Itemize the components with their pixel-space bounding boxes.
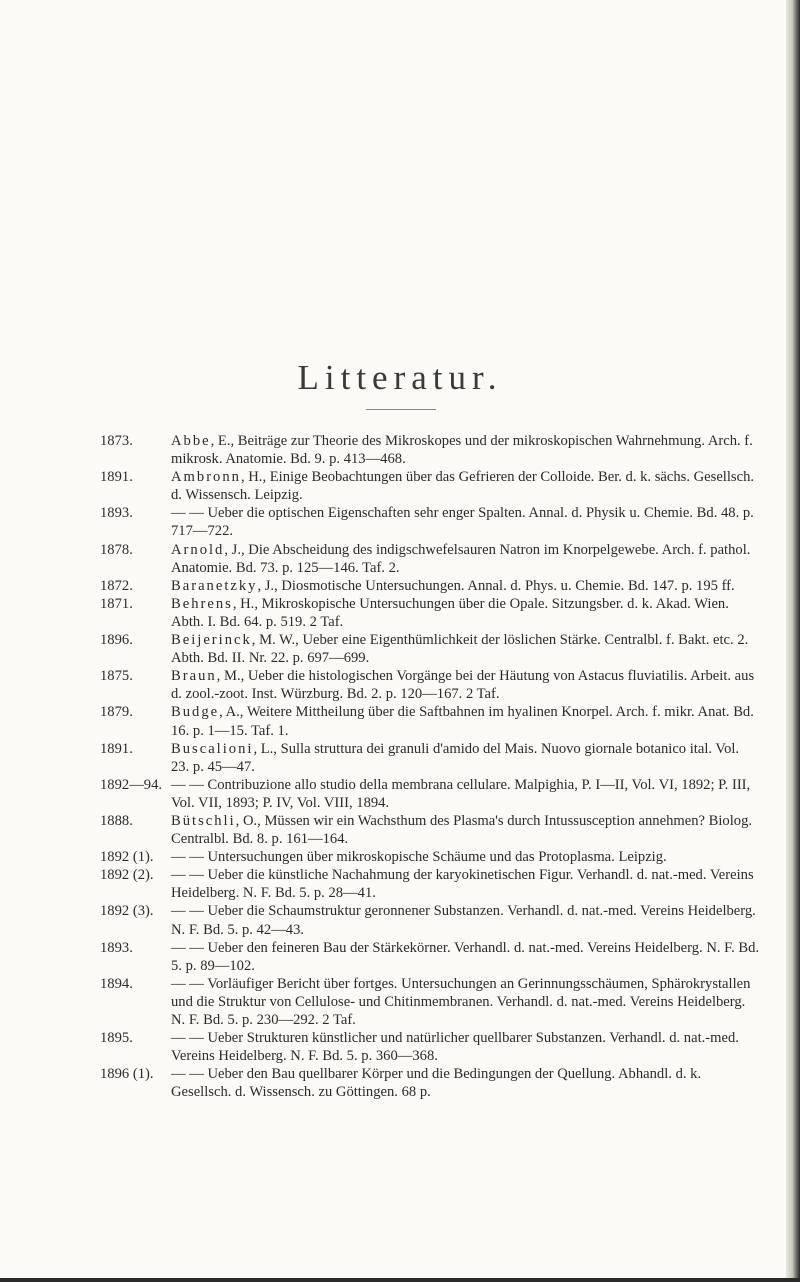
reference-year: 1878. (100, 541, 133, 558)
reference-year: 1892—94. (100, 776, 163, 793)
reference-entry (100, 504, 760, 540)
reference-entry (100, 939, 760, 975)
reference-text: , O., Müssen wir ein Wachsthum des Plasma's durch Intussusception annehmen? Biolog. Centralbl. Bd. 8. p. 161—164. (171, 812, 753, 848)
reference-text: — — Ueber Strukturen künstlicher und natürlicher quellbarer Substanzen. Verhandl. d. nat.-med. Vereins Heidelberg. N. F. Bd. 5. p. 360—368. (171, 1030, 739, 1065)
reference-entry (100, 1065, 760, 1101)
reference-entry (100, 667, 760, 703)
reference-year: 1891. (100, 469, 133, 486)
reference-author: Behrens (171, 595, 233, 612)
reference-author: Braun (171, 668, 217, 685)
reference-text: , A., Weitere Mittheilung über die Saftbahnen im hyalinen Knorpel. Arch. f. mikr. Anat. Bd. 16. p. 1—15. Taf. 1. (171, 704, 754, 739)
reference-author: Baranetzky (171, 577, 258, 594)
reference-entry (100, 577, 760, 595)
reference-year: 1894. (100, 975, 133, 992)
reference-text: , E., Beiträge zur Theorie des Mikroskopes und der mikroskopischen Wahrnehmung. Arch. f. mikrosk. Anatomie. Bd. 9. p. 413—468. (171, 433, 753, 468)
reference-text: , H., Mikroskopische Untersuchungen über die Opale. Sitzungsber. d. k. Akad. Wien. Abth. I. Bd. 64. p. 519. 2 Taf. (171, 595, 729, 630)
reference-year: 1893. (100, 939, 133, 956)
reference-entry (100, 703, 760, 739)
reference-year: 1872. (100, 577, 133, 594)
reference-author: Bütschli (171, 812, 236, 829)
reference-author: Beijerinck (171, 632, 252, 649)
reference-author: Buscalioni (171, 740, 254, 757)
reference-year: 1892 (2). (100, 867, 154, 884)
reference-year: 1891. (100, 740, 133, 757)
reference-text: — — Ueber die Schaumstruktur geronnener Substanzen. Verhandl. d. nat.-med. Vereins Heidelberg. N. F. Bd. 5. p. 42—43. (171, 903, 756, 938)
reference-text: , J., Die Abscheidung des indigschwefelsauren Natron im Knorpelgewebe. Arch. f. pathol. Anatomie. Bd. 73. p. 125—146. Taf. 2. (171, 541, 751, 576)
reference-author: Abbe (171, 433, 211, 449)
reference-entry (100, 866, 760, 902)
reference-year: 1873. (100, 433, 133, 449)
reference-list (100, 432, 760, 1101)
bottom-edge-shadow (0, 1278, 800, 1282)
reference-text: — — Ueber den Bau quellbarer Körper und die Bedingungen der Quellung. Abhandl. d. k. Gesellsch. d. Wissensch. zu Göttingen. 68 p. (171, 1066, 702, 1101)
reference-year: 1892 (1). (100, 849, 154, 866)
reference-year: 1888. (100, 812, 133, 829)
reference-year: 1893. (100, 505, 133, 522)
reference-author: Budge (171, 704, 220, 721)
reference-year: 1896 (1). (100, 1066, 154, 1083)
reference-year: 1871. (100, 595, 133, 612)
reference-text: — — Untersuchungen über mikroskopische Schäume und das Protoplasma. Leipzig. (171, 849, 667, 866)
reference-author: Ambronn (171, 469, 241, 486)
reference-text: , J., Diosmotische Untersuchungen. Annal. d. Phys. u. Chemie. Bd. 147. p. 195 ff. (257, 577, 735, 594)
reference-text: , M. W., Ueber eine Eigenthümlichkeit der löslichen Stärke. Centralbl. f. Bakt. etc. 2. Abth. Bd. II. Nr. 22. p. 697—699. (171, 632, 749, 667)
reference-text: — — Ueber den feineren Bau der Stärkekörner. Verhandl. d. nat.-med. Vereins Heidelberg. N. F. Bd. 5. p. 89—102. (171, 939, 760, 974)
reference-entry (100, 1029, 760, 1065)
reference-year: 1875. (100, 668, 133, 685)
reference-entry (100, 595, 760, 631)
reference-entry (100, 848, 760, 866)
reference-entry (100, 776, 760, 812)
reference-entry (100, 468, 760, 504)
reference-entry (100, 812, 760, 848)
reference-entry (100, 631, 760, 667)
reference-text: , H., Einige Beobachtungen über das Gefrieren der Colloide. Ber. d. k. sächs. Gesellsch. d. Wissensch. Leipzig. (171, 469, 755, 504)
reference-entry (100, 740, 760, 776)
reference-text: — — Ueber die künstliche Nachahmung der karyokinetischen Figur. Verhandl. d. nat.-med. Vereins Heidelberg. N. F. Bd. 5. p. 28—41. (171, 867, 754, 902)
reference-entry (100, 975, 760, 1029)
reference-text: — — Vorläufiger Bericht über fortges. Untersuchungen an Gerinnungsschäumen, Sphärokrystallen und die Struktur von Cellulose- und Chitinmembranen. Verhandl. d. nat.-med. Vereins Heidelberg. N. F. Bd. 5. p. 230—292. 2 Taf. (171, 975, 751, 1028)
page-edge-shadow (786, 0, 800, 1282)
reference-entry (100, 902, 760, 938)
reference-year: 1895. (100, 1030, 133, 1047)
title-divider (366, 409, 436, 410)
reference-text: — — Contribuzione allo studio della membrana cellulare. Malpighia, P. I—II, Vol. VI, 1892; P. III, Vol. VII, 1893; P. IV, Vol. VIII, 1894. (171, 776, 751, 811)
reference-text: , L., Sulla struttura dei granuli d'amido del Mais. Nuovo giornale botanico ital. Vol. 23. p. 45—47. (171, 740, 740, 775)
reference-year: 1892 (3). (100, 903, 154, 920)
reference-text: — — Ueber die optischen Eigenschaften sehr enger Spalten. Annal. d. Physik u. Chemie. Bd. 48. p. 717—722. (171, 505, 754, 540)
reference-entry (100, 541, 760, 577)
reference-entry (100, 432, 760, 468)
reference-text: , M., Ueber die histologischen Vorgänge bei der Häutung von Astacus fluviatilis. Arbeit. aus d. zool.-zoot. Inst. Würzburg. Bd. 2. p. 120—167. 2 Taf. (171, 668, 755, 703)
page-title: Litteratur. (297, 358, 503, 397)
reference-author: Arnold (171, 541, 225, 558)
reference-year: 1879. (100, 704, 133, 721)
reference-year: 1896. (100, 632, 133, 649)
